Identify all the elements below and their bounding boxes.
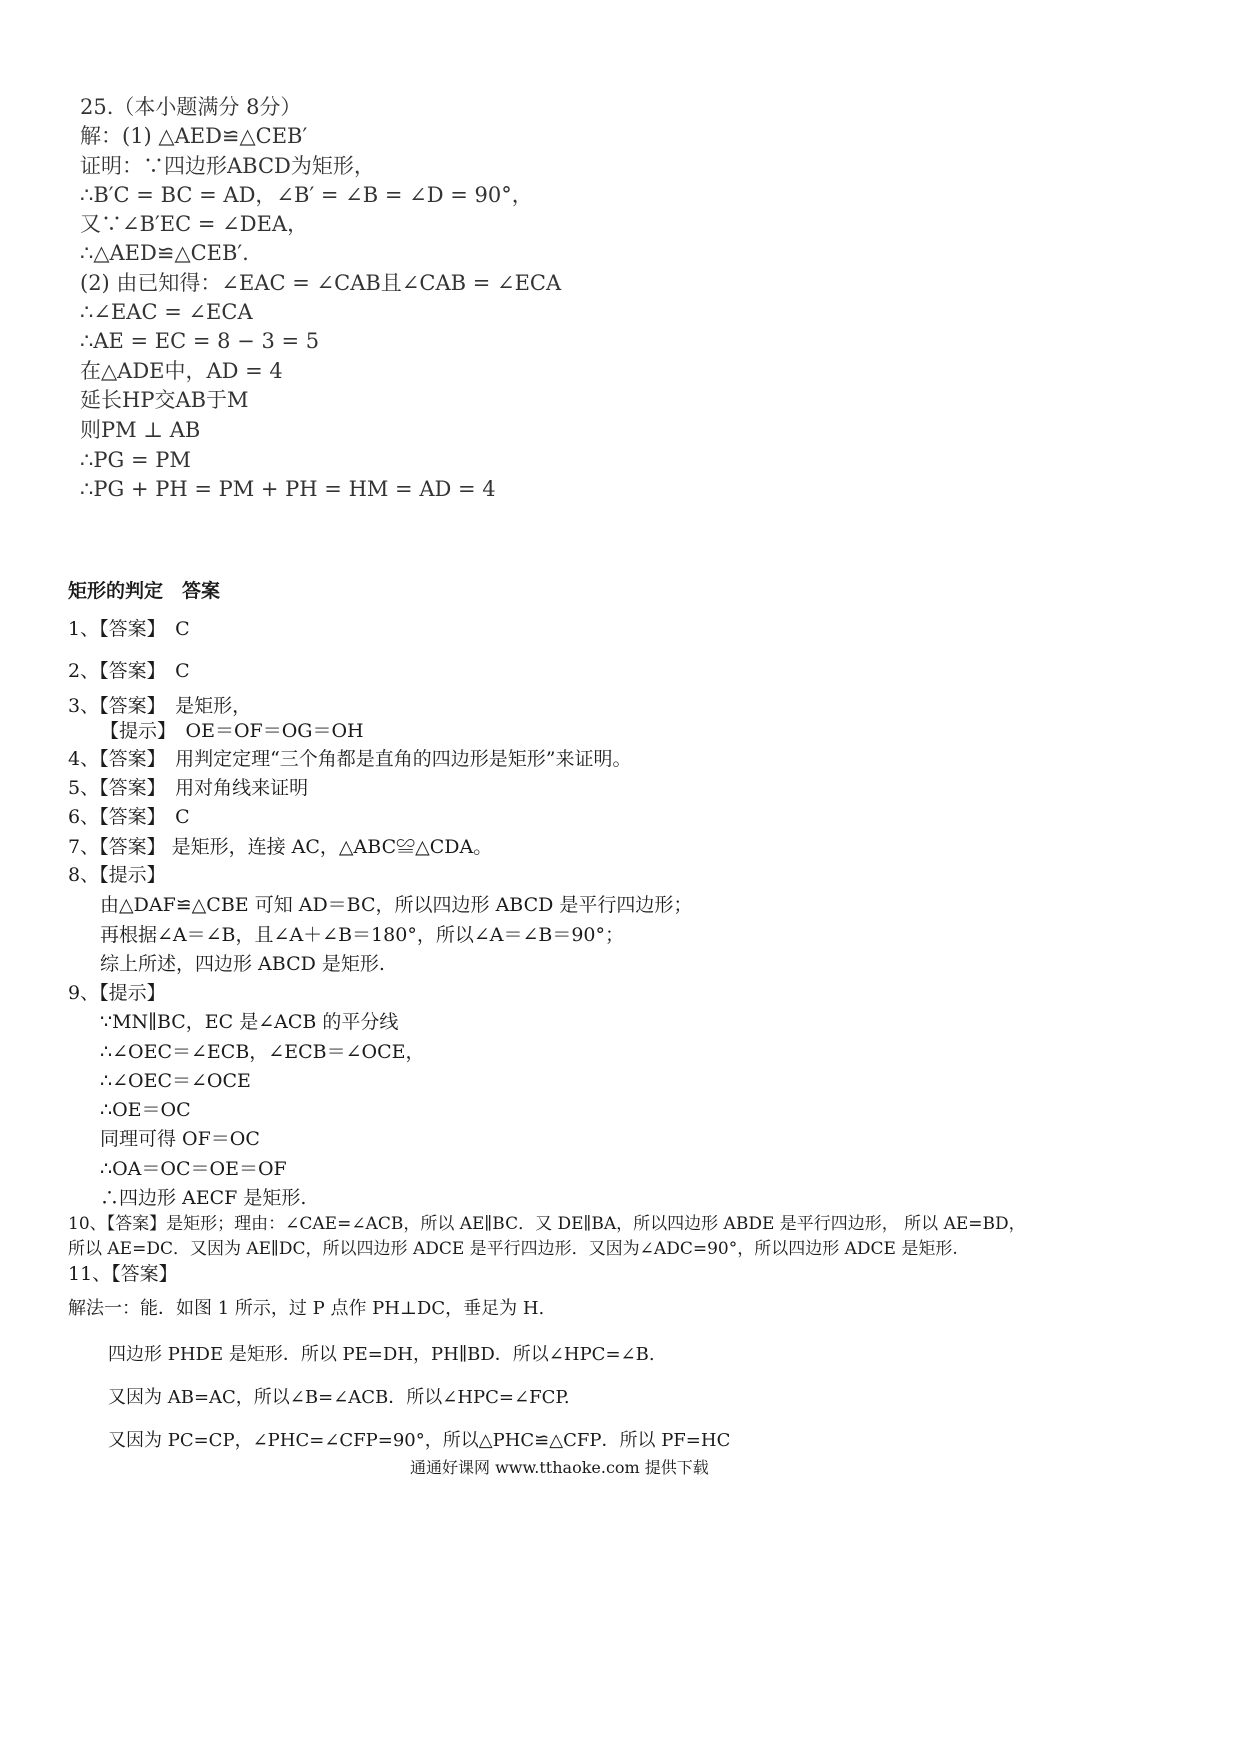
answer-line: 解法一：能．如图 1 所示，过 P 点作 PH⊥DC，垂足为 H. [68,1298,545,1319]
hint-line: ∴四边形 AECF 是矩形. [100,1187,307,1209]
answer-line: 四边形 PHDE 是矩形．所以 PE=DH，PH∥BD．所以∠HPC=∠B. [108,1344,655,1365]
section-title: 矩形的判定 答案 [68,580,221,602]
answer-line: 3、【答案】 是矩形， [68,695,252,717]
solution-line: (2) 由已知得：∠EAC = ∠CAB且∠CAB = ∠ECA [80,271,562,295]
solution-line: ∴PG = PM [80,448,191,472]
answer-line: 2、【答案】 C [68,660,190,682]
solution-line: 证明：∵四边形ABCD为矩形， [80,154,375,178]
answer-line: 又因为 AB=AC，所以∠B=∠ACB．所以∠HPC=∠FCP. [108,1387,570,1408]
solution-line: 又∵∠B′EC = ∠DEA， [80,212,309,236]
answer-line: 7、【答案】 是矩形，连接 AC，△ABC≌△CDA。 [68,836,493,858]
answer-line: 8、【提示】 [68,864,166,886]
answer-line: 11、【答案】 [68,1263,178,1285]
solution-line: 延长HP交AB于M [80,388,249,412]
page-footer: 通通好课网 www.tthaoke.com 提供下载 [410,1458,709,1477]
answer-line: 1、【答案】 C [68,618,190,640]
hint-line: ∴OE＝OC [100,1099,191,1121]
hint-line: ∴OA＝OC＝OE＝OF [100,1158,287,1180]
hint-line: 综上所述，四边形 ABCD 是矩形. [100,953,385,975]
answer-line: 6、【答案】 C [68,806,190,828]
solution-line: ∴B′C = BC = AD，∠B′ = ∠B = ∠D = 90°， [80,183,533,207]
solution-line: ∴∠EAC = ∠ECA [80,300,253,324]
hint-line: 再根据∠A＝∠B，且∠A＋∠B＝180°，所以∠A＝∠B＝90°； [100,924,625,946]
solution-line: 解：(1) △AED≌△CEB′ [80,124,308,148]
answer-line: 10、【答案】是矩形；理由：∠CAE=∠ACB，所以 AE∥BC．又 DE∥BA，所以四边形 ABDE 是平行四边形， 所以 AE=BD， [68,1214,1026,1234]
solution-line: ∴AE = EC = 8 − 3 = 5 [80,329,320,353]
answer-line: 9、【提示】 [68,982,166,1004]
solution-line: 则PM ⊥ AB [80,418,201,442]
problem-heading: 25.（本小题满分 8分） [80,95,302,119]
answer-line: 4、【答案】 用判定定理“三个角都是直角的四边形是矩形”来证明。 [68,748,632,770]
hint-line: 同理可得 OF＝OC [100,1128,260,1150]
hint-line: 由△DAF≌△CBE 可知 AD＝BC，所以四边形 ABCD 是平行四边形； [100,894,693,916]
solution-line: ∴PG + PH = PM + PH = HM = AD = 4 [80,477,496,501]
solution-line: ∴△AED≌△CEB′. [80,241,249,265]
hint-line: ∴∠OEC＝∠OCE [100,1070,251,1092]
hint-line: ∴∠OEC＝∠ECB，∠ECB＝∠OCE， [100,1041,425,1063]
hint-line: ∵MN∥BC，EC 是∠ACB 的平分线 [100,1011,399,1033]
answer-line: 又因为 PC=CP，∠PHC=∠CFP=90°，所以△PHC≌△CFP．所以 PF=HC [108,1430,731,1451]
hint-line: 【提示】 OE＝OF＝OG＝OH [100,720,364,742]
answer-line: 5、【答案】 用对角线来证明 [68,777,309,799]
answer-line: 所以 AE=DC．又因为 AE∥DC，所以四边形 ADCE 是平行四边形．又因为∠ADC=90°，所以四边形 ADCE 是矩形. [68,1239,958,1259]
solution-line: 在△ADE中，AD = 4 [80,359,283,383]
